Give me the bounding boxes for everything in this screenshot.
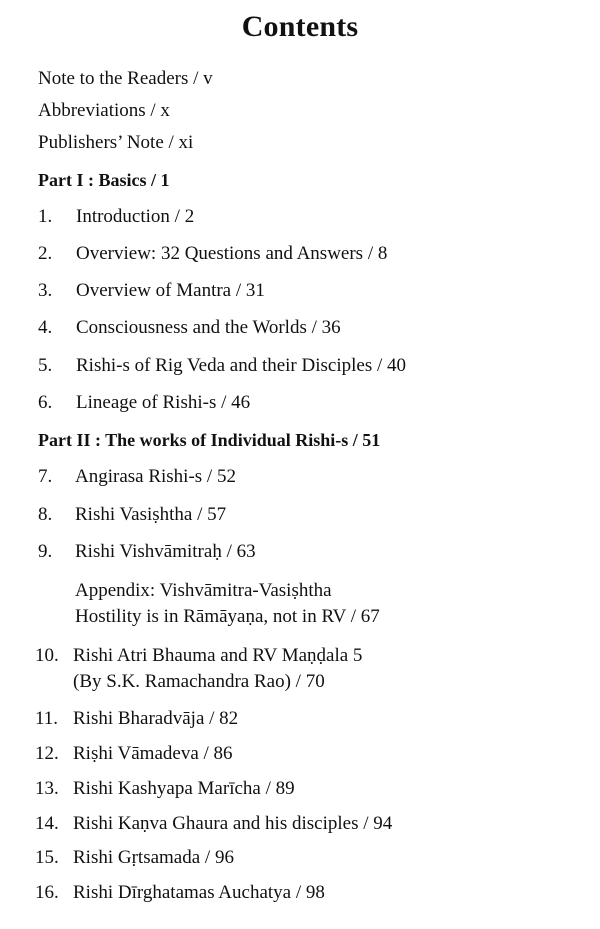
toc-item-text-continuation: (By S.K. Ramachandra Rao) / 70 — [73, 671, 325, 692]
toc-item-number: 8. — [38, 504, 53, 525]
toc-item — [0, 316, 600, 340]
toc-item-number: 9. — [38, 541, 53, 562]
toc-item-text: Rishi Dīrghatamas Auchatya / 98 — [73, 882, 325, 903]
toc-entry-publishers-note: Publishers’ Note / xi — [38, 132, 194, 153]
toc-item-text: Rishi Vasiṣhtha / 57 — [75, 504, 227, 525]
toc-item-text: Rishi Kashyapa Marīcha / 89 — [73, 778, 295, 799]
toc-item-number: 12. — [35, 743, 59, 764]
toc-item-text: Lineage of Rishi-s / 46 — [76, 392, 251, 413]
toc-item — [0, 644, 600, 668]
toc-item-number: 5. — [38, 355, 53, 376]
toc-item-text: Introduction / 2 — [76, 206, 195, 227]
toc-item-text: Rishi Atri Bhauma and RV Maṇḍala 5 — [73, 645, 363, 666]
toc-item-text: Rishi Kaṇva Ghaura and his disciples / 94 — [73, 813, 393, 834]
toc-item — [0, 354, 600, 378]
toc-item-number: 7. — [38, 466, 53, 487]
toc-entry-abbreviations: Abbreviations / x — [38, 100, 170, 121]
part-heading-basics: Part I : Basics / 1 — [38, 170, 170, 190]
toc-item-number: 13. — [35, 778, 59, 799]
page-title: Contents — [241, 10, 359, 43]
toc-item — [0, 777, 600, 801]
toc-item-number: 10. — [35, 645, 59, 666]
toc-item — [0, 540, 600, 564]
appendix-line-2: Hostility is in Rāmāyaṇa, not in RV / 67 — [75, 606, 380, 627]
toc-item — [0, 205, 600, 229]
appendix-line-1: Appendix: Vishvāmitra-Vasiṣhtha — [75, 580, 332, 601]
toc-item — [0, 503, 600, 527]
toc-item — [0, 742, 600, 766]
toc-item-text: Overview of Mantra / 31 — [76, 280, 265, 301]
toc-item — [0, 846, 600, 870]
toc-item — [0, 812, 600, 836]
toc-item — [0, 881, 600, 905]
toc-item-text: Rishi-s of Rig Veda and their Disciples / 40 — [76, 355, 407, 376]
toc-item-number: 16. — [35, 882, 59, 903]
toc-entry-note-to-readers: Note to the Readers / v — [38, 68, 213, 89]
toc-item-number: 11. — [35, 708, 59, 729]
toc-item-text: Overview: 32 Questions and Answers / 8 — [76, 243, 388, 264]
toc-item — [0, 279, 600, 303]
toc-item-text: Rishi Vishvāmitraḥ / 63 — [75, 541, 256, 562]
toc-item — [0, 465, 600, 489]
toc-item-text: Rishi Gṛtsamada / 96 — [73, 847, 234, 868]
toc-item-number: 2. — [38, 243, 53, 264]
toc-item — [0, 707, 600, 731]
toc-item-text: Riṣhi Vāmadeva / 86 — [73, 743, 233, 764]
toc-item-number: 14. — [35, 813, 59, 834]
toc-item-number: 4. — [38, 317, 53, 338]
toc-item-number: 6. — [38, 392, 53, 413]
toc-item-number: 15. — [35, 847, 59, 868]
toc-item-number: 1. — [38, 206, 53, 227]
toc-item-text: Angirasa Rishi-s / 52 — [75, 466, 236, 487]
part-heading-individual-rishis: Part II : The works of Individual Rishi-s / 51 — [38, 430, 381, 450]
toc-item-text: Rishi Bharadvāja / 82 — [73, 708, 239, 729]
toc-item-number: 3. — [38, 280, 53, 301]
toc-item — [0, 391, 600, 415]
toc-item-text: Consciousness and the Worlds / 36 — [76, 317, 341, 338]
toc-item — [0, 242, 600, 266]
